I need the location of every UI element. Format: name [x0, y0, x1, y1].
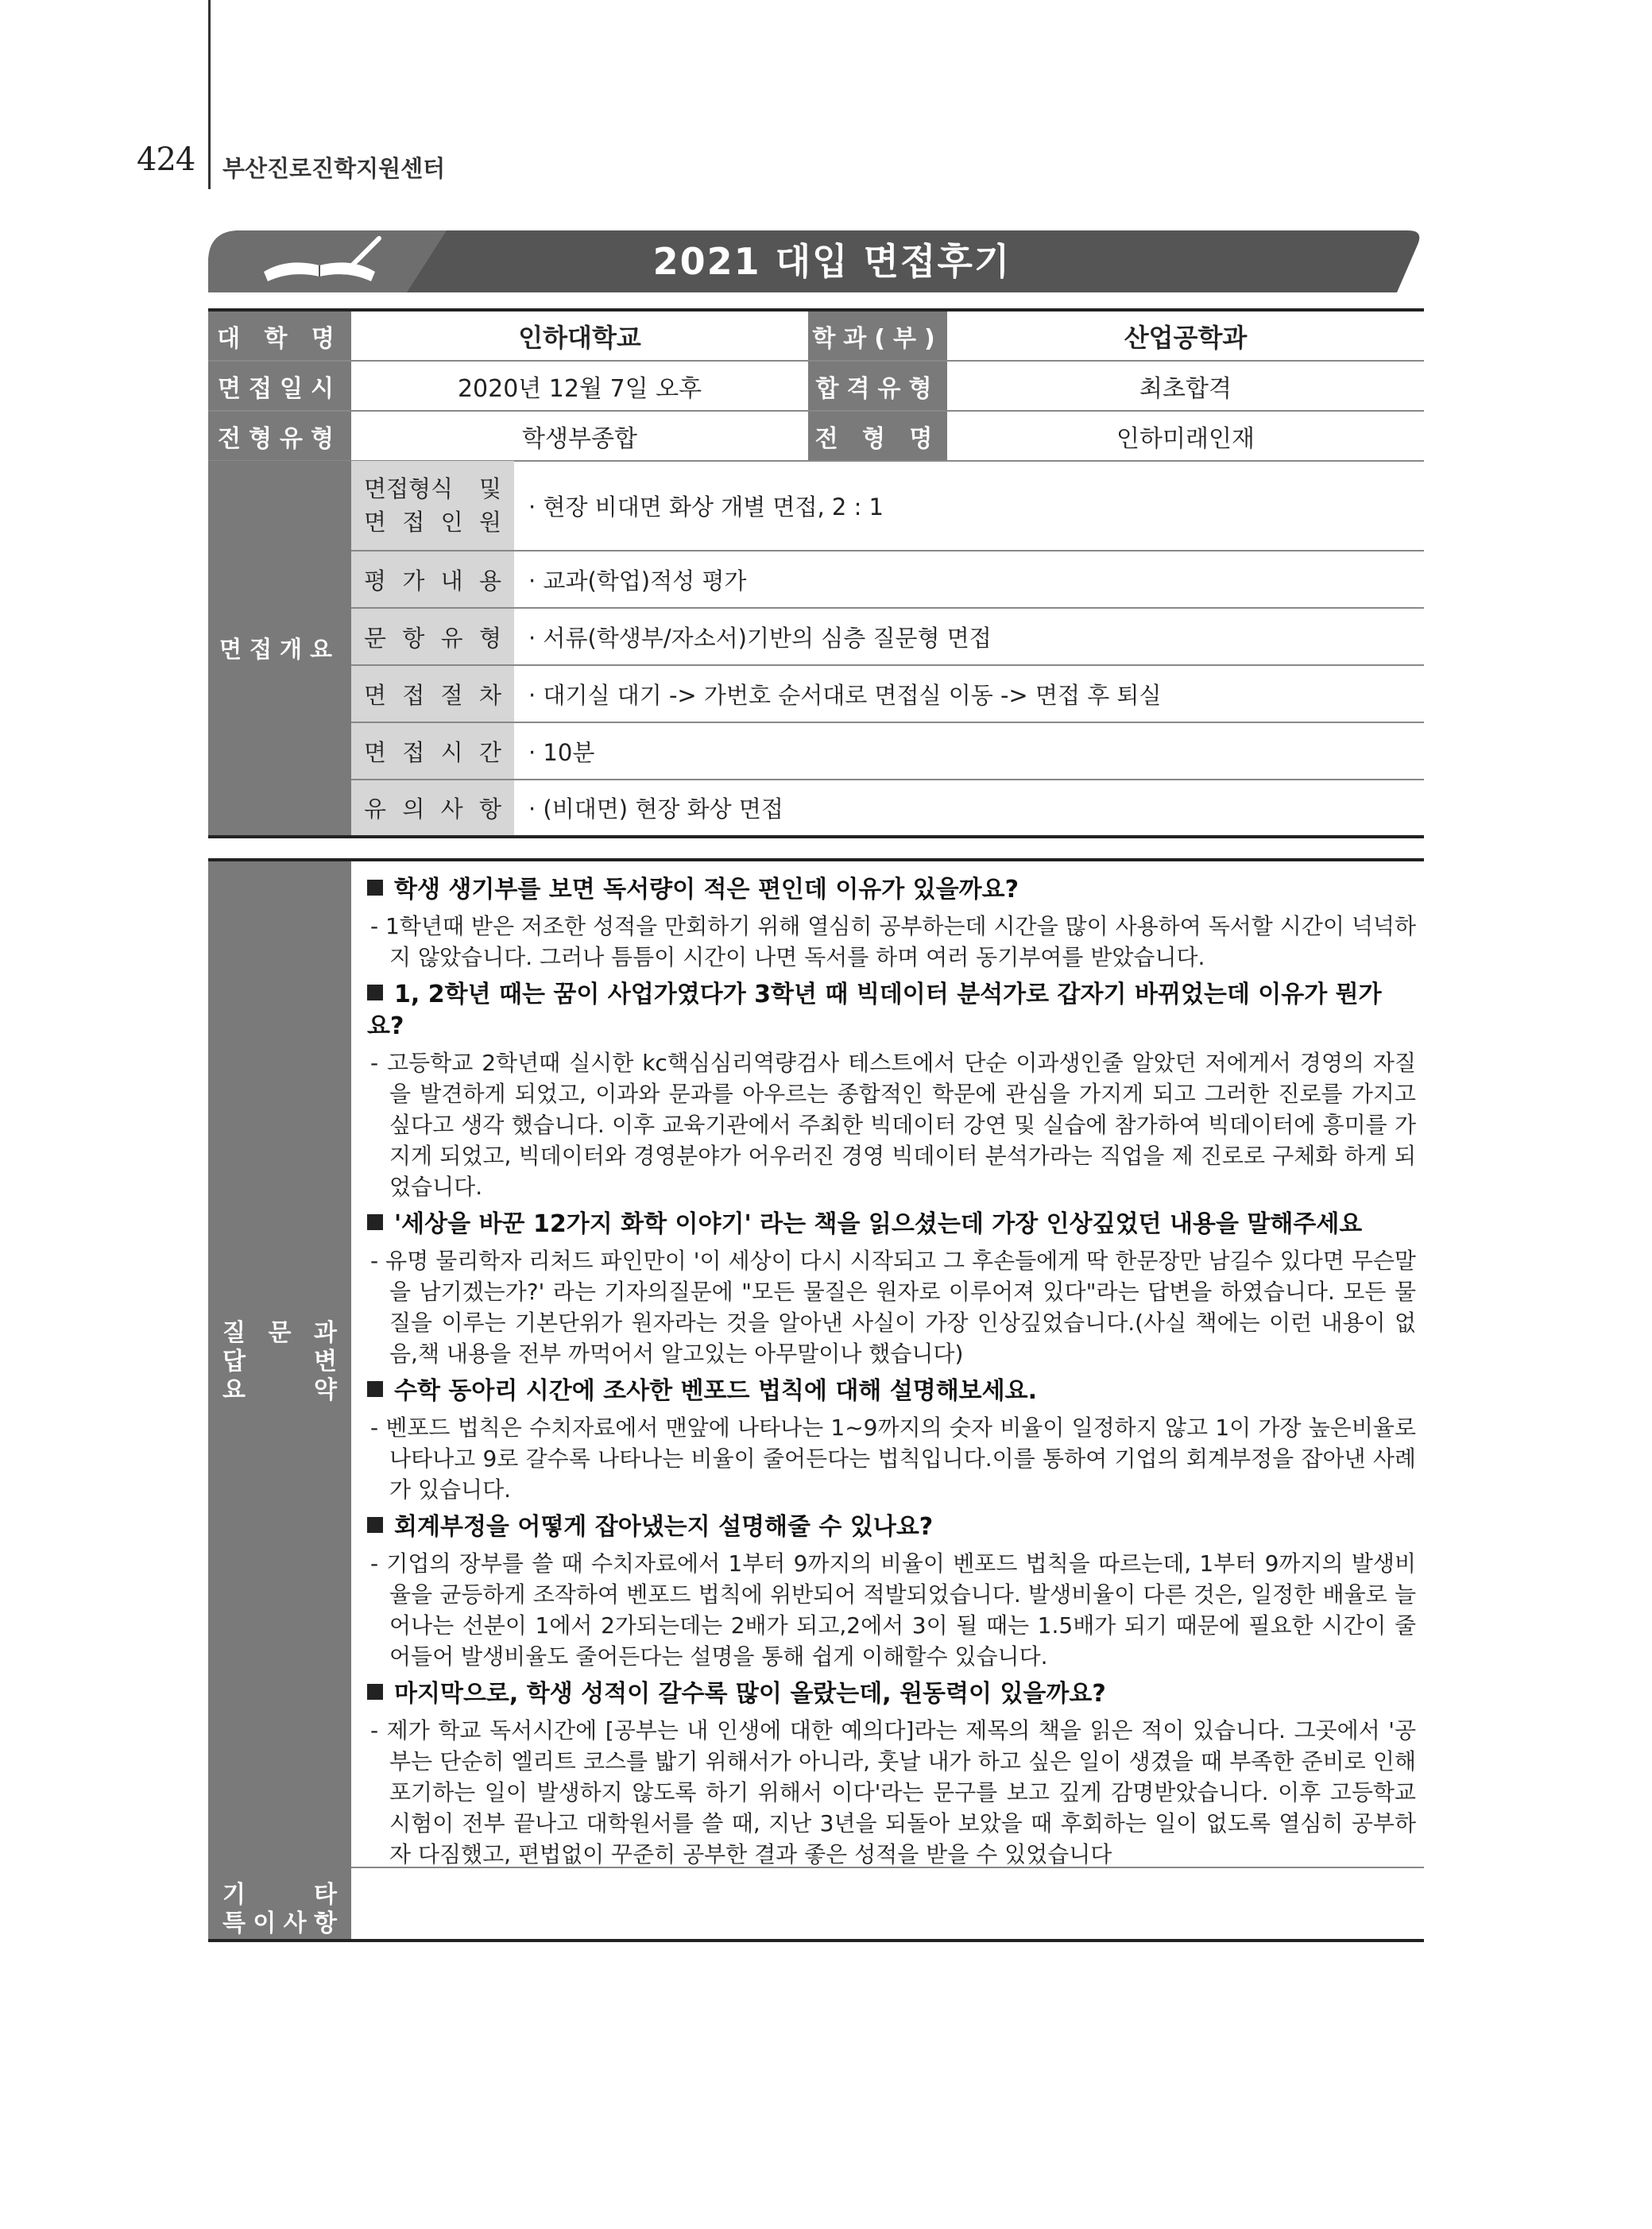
question-text: 수학 동아리 시간에 조사한 벤포드 법칙에 대해 설명해보세요. — [394, 1377, 1038, 1405]
qa-label — [208, 861, 351, 1867]
question-text: '세상을 바꾼 12가지 화학 이야기' 라는 책을 읽으셨는데 가장 인상깊었던 내용을 말해주세요 — [394, 1210, 1363, 1238]
answer: - 제가 학교 독서시간에 [공부는 내 인생에 대한 예의다]라는 제목의 책을 읽은 적이 있습니다. 그곳에서 '공부는 단순히 엘리트 코스를 밟기 위해서가 아니라, 훗날 내가 하고 싶은 일이 생겼을 때 부족한 준비로 인해 포기하는 일이 발생하지 않도록 하기 위해서 이다'라는 문구를 보고 깊게 감명받았습니다. 이후 고등학교 시험이 전부 끝나고 대학원서를 쓸 때, 지난 3년을 되돌아 보았을 때 후회하는 일이 없도록 열심히 공부하자 다짐했고, 편법없이 꾸준히 공부한 결과 좋은 성적을 받을 수 있었습니다 — [370, 1717, 1416, 1867]
etc-label-char: 기 — [222, 1881, 246, 1909]
overview-table — [208, 461, 1424, 838]
question-text: 1, 2학년 때는 꿈이 사업가였다가 3학년 때 빅데이터 분석가로 갑자기 바뀌었는데 이유가 뭔가요? — [367, 981, 1382, 1040]
overview-label: 면접개요 — [208, 461, 351, 837]
overview-value: · 10분 — [514, 722, 1424, 780]
univ-value: 인하대학교 — [351, 310, 808, 361]
overview-row-format — [208, 461, 1424, 551]
etc-label — [208, 1863, 351, 1939]
name-value: 인하미래인재 — [947, 411, 1424, 461]
overview-row-notes — [208, 780, 1424, 837]
date-label: 면접일시 — [208, 361, 351, 411]
info-row-date — [208, 361, 1424, 411]
result-label: 합격유형 — [808, 361, 947, 411]
etc-label-char: 사 — [283, 1910, 307, 1937]
overview-row-eval — [208, 551, 1424, 608]
question — [367, 874, 1416, 906]
overview-row-procedure — [208, 665, 1424, 722]
square-bullet-icon — [367, 1517, 383, 1533]
overview-value: · (비대면) 현장 화상 면접 — [514, 780, 1424, 837]
question — [367, 1376, 1416, 1407]
title-banner — [208, 230, 1424, 292]
center-name: 부산진로진학지원센터 — [222, 155, 446, 182]
overview-value: · 서류(학생부/자소서)기반의 심층 질문형 면접 — [514, 608, 1424, 665]
square-bullet-icon — [367, 1381, 383, 1397]
answer: - 1학년때 받은 저조한 성적을 만회하기 위해 열심히 공부하는데 시간을 많이 사용하여 독서할 시간이 넉넉하지 않았습니다. 그러나 틈틈이 시간이 나면 독서를 하며 여러 동기부여를 받았습니다. — [370, 913, 1416, 970]
page-number: 424 — [137, 141, 195, 178]
answer: - 벤포드 법칙은 수치자료에서 맨앞에 나타나는 1~9까지의 숫자 비율이 일정하지 않고 1이 가장 높은비율로 나타나고 9로 갈수록 나타나는 비율이 줄어든다는 법칙입니다.이를 통하여 기업의 회계부정을 잡아낸 사례가 있습니다. — [370, 1414, 1416, 1503]
univ-label: 대 학 명 — [208, 310, 351, 361]
question-text: 회계부정을 어떻게 잡아냈는지 설명해줄 수 있나요? — [394, 1513, 934, 1541]
etc-label-char: 특 — [222, 1910, 246, 1937]
etc-section — [208, 1863, 1424, 1942]
overview-sublabel: 평 가 내 용 — [351, 551, 514, 608]
question-text: 마지막으로, 학생 성적이 갈수록 많이 올랐는데, 원동력이 있을까요? — [394, 1680, 1106, 1708]
question — [367, 979, 1416, 1043]
question — [367, 1511, 1416, 1543]
square-bullet-icon — [367, 1684, 383, 1700]
info-row-type — [208, 411, 1424, 461]
overview-sublabel — [351, 461, 514, 551]
etc-label-line2 — [222, 1903, 337, 1938]
date-value: 2020년 12월 7일 오후 — [351, 361, 808, 411]
qa-label-char: 변 — [314, 1348, 337, 1376]
qa-label-char: 문 — [268, 1319, 292, 1347]
overview-sublabel: 면 접 시 간 — [351, 722, 514, 780]
page-divider-line — [208, 0, 211, 189]
square-bullet-icon — [367, 985, 383, 1000]
overview-sublabel-line1: 면접형식 및 — [364, 475, 501, 502]
qa-label-char: 과 — [314, 1319, 337, 1347]
overview-value: · 교과(학업)적성 평가 — [514, 551, 1424, 608]
etc-label-char: 이 — [253, 1910, 277, 1937]
result-value: 최초합격 — [947, 361, 1424, 411]
overview-row-qtype — [208, 608, 1424, 665]
name-label: 전 형 명 — [808, 411, 947, 461]
overview-sublabel-line2: 면 접 인 원 — [364, 509, 501, 536]
question-text: 학생 생기부를 보면 독서량이 적은 편인데 이유가 있을까요? — [394, 876, 1019, 904]
dept-value: 산업공학과 — [947, 310, 1424, 361]
answer: - 고등학교 2학년때 실시한 kc핵심심리역량검사 테스트에서 단순 이과생인줄 알았던 저에게서 경영의 자질을 발견하게 되었고, 이과와 문과를 아우르는 종합적인 학문에 관심을 가지게 되고 그러한 진로를 가지고 싶다고 생각 했습니다. 이후 교육기관에서 주최한 빅데이터 강연 및 실습에 참가하여 빅데이터에 흥미를 가지게 되었고, 빅데이터와 경영분야가 어우러진 경영 빅데이터 분석가라는 직업을 제 진로로 구체화 하게 되었습니다. — [370, 1050, 1416, 1200]
qa-content — [367, 874, 1416, 1876]
overview-value: · 대기실 대기 -> 가번호 순서대로 면접실 이동 -> 면접 후 퇴실 — [514, 665, 1424, 722]
question — [367, 1678, 1416, 1710]
dept-label: 학과(부) — [808, 310, 947, 361]
banner-title: 2021 대입 면접후기 — [652, 240, 1012, 283]
square-bullet-icon — [367, 880, 383, 896]
qa-label-char: 질 — [222, 1319, 246, 1347]
type-label: 전형유형 — [208, 411, 351, 461]
answer: - 유명 물리학자 리처드 파인만이 '이 세상이 다시 시작되고 그 후손들에게 딱 한문장만 남길수 있다면 무슨말을 남기겠는가?' 라는 기자의질문에 "모든 물질은 원자로 이루어져 있다"라는 답변을 하였습니다. 모든 물질을 이루는 기본단위가 원자라는 것을 알아낸 사실이 가장 인상깊었습니다.(사실 책에는 이런 내용이 없음,책 내용을 전부 까먹어서 알고있는 아무말이나 했습니다) — [370, 1248, 1416, 1367]
type-value: 학생부종합 — [351, 411, 808, 461]
question — [367, 1209, 1416, 1240]
qa-label-char: 약 — [314, 1376, 337, 1404]
overview-sublabel: 면 접 절 차 — [351, 665, 514, 722]
overview-sublabel: 유 의 사 항 — [351, 780, 514, 837]
info-table — [208, 308, 1424, 462]
qa-label-char: 답 — [222, 1348, 246, 1376]
overview-row-time — [208, 722, 1424, 780]
overview-sublabel: 문 항 유 형 — [351, 608, 514, 665]
square-bullet-icon — [367, 1214, 383, 1230]
answer: - 기업의 장부를 쓸 때 수치자료에서 1부터 9까지의 비율이 벤포드 법칙을 따르는데, 1부터 9까지의 발생비율을 균등하게 조작하여 벤포드 법칙에 위반되어 적발되었습니다. 발생비율이 다른 것은, 일정한 배율로 늘어나는 선분이 1에서 2가되는데는 2배가 되고,2에서 3이 될 때는 1.5배가 되기 때문에 필요한 시간이 줄어들어 발생비율도 줄어든다는 설명을 통해 쉽게 이해할수 있습니다. — [370, 1550, 1416, 1670]
qa-label-line3 — [222, 1370, 337, 1405]
etc-label-char: 타 — [314, 1881, 337, 1909]
overview-value: · 현장 비대면 화상 개별 면접, 2 : 1 — [514, 461, 1424, 551]
qa-section — [208, 858, 1424, 1868]
qa-label-char: 요 — [222, 1376, 246, 1404]
info-row-univ — [208, 310, 1424, 361]
etc-label-char: 항 — [313, 1910, 337, 1937]
